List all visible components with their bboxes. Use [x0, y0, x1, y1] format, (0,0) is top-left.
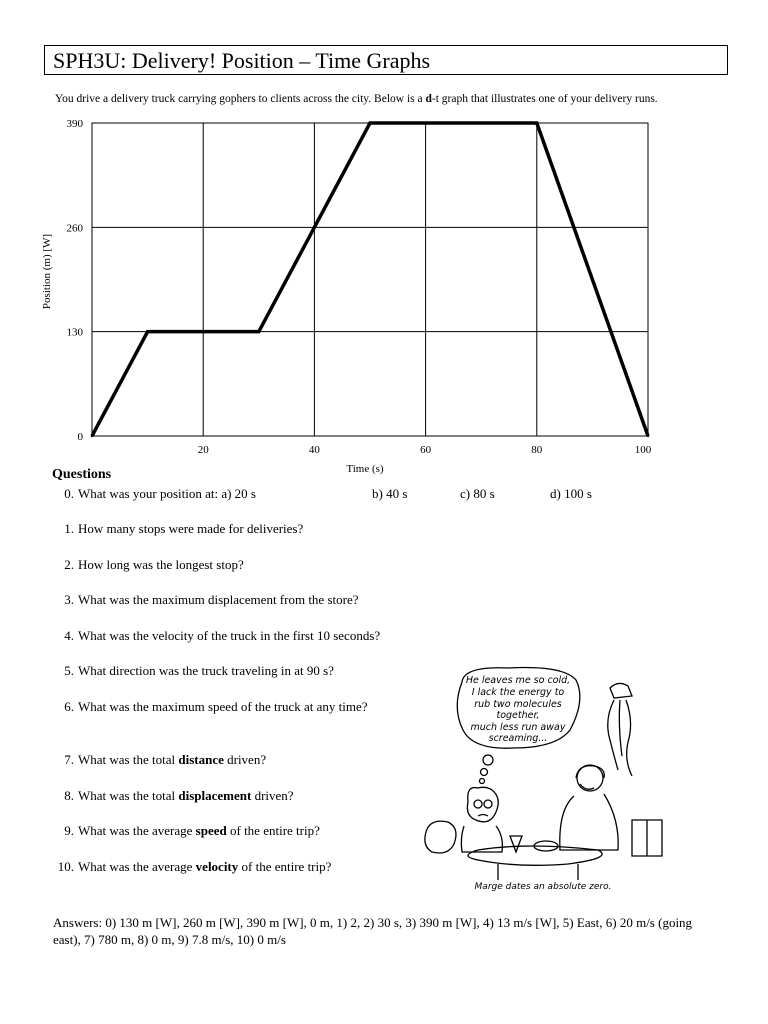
- question-number: 8.: [64, 788, 74, 803]
- y-axis-label: Position (m) [W]: [41, 233, 53, 310]
- x-tick-label: 40: [308, 444, 320, 456]
- marge-hair: [467, 787, 498, 821]
- question-number: 0.: [64, 486, 74, 501]
- cartoon-caption: Marge dates an absolute zero.: [474, 882, 612, 892]
- question-number: 10.: [57, 859, 74, 874]
- thought-dot: [480, 779, 485, 784]
- question-0: [54, 485, 694, 503]
- x-tick-label: 100: [634, 444, 652, 456]
- data-point: [91, 435, 93, 437]
- questions-heading: Questions: [52, 467, 112, 482]
- question-1: [54, 520, 694, 538]
- speech-line: screaming...: [488, 733, 548, 744]
- question-text-after: driven?: [223, 752, 267, 767]
- speech-line: I lack the energy to: [471, 687, 565, 698]
- question-text: What was the velocity of the truck in the first 10 seconds?: [78, 628, 381, 643]
- question-number: 2.: [64, 557, 74, 572]
- question-text: What direction was the truck traveling in at 90 s?: [78, 663, 334, 678]
- question-3: [54, 591, 694, 609]
- question-text: [78, 751, 266, 769]
- question-0d-text: d) 100 s: [550, 486, 592, 501]
- man-hair: [576, 766, 604, 778]
- y-tick-label: 0: [77, 431, 83, 443]
- hanging-plant: [608, 700, 618, 770]
- thought-dot: [481, 769, 488, 776]
- question-text-before: What was the average: [78, 859, 196, 874]
- x-tick-label: 20: [197, 444, 209, 456]
- question-keyword: distance: [178, 752, 224, 767]
- data-point: [146, 330, 148, 332]
- question-0a-text: What was your position at: a) 20 s: [78, 486, 256, 501]
- x-tick-label: 60: [420, 444, 432, 456]
- speech-line: much less run away: [470, 722, 566, 733]
- question-8: [54, 787, 414, 805]
- plot-frame: [92, 123, 648, 436]
- marge-eye: [484, 800, 492, 808]
- question-keyword: displacement: [178, 788, 252, 803]
- question-number: 5.: [64, 663, 74, 678]
- question-7: [54, 751, 414, 769]
- wine-glass: [510, 836, 522, 852]
- question-number: 3.: [64, 592, 74, 607]
- marge-mouth: [478, 815, 488, 817]
- question-text: What was the maximum displacement from the store?: [78, 592, 359, 607]
- question-6: [54, 698, 414, 734]
- y-tick-label: 260: [66, 222, 83, 235]
- question-2: [54, 556, 694, 574]
- speech-line: He leaves me so cold,: [465, 675, 571, 686]
- question-text: How long was the longest stop?: [78, 557, 244, 572]
- intro-bold-d: d: [425, 93, 432, 105]
- question-number: 6.: [64, 699, 74, 714]
- question-text: [78, 858, 331, 876]
- question-number: 4.: [64, 628, 74, 643]
- question-text-before: What was the total: [78, 752, 179, 767]
- hanging-plant: [619, 700, 622, 756]
- y-tick-label: 390: [66, 118, 83, 130]
- answers-text: Answers: 0) 130 m [W], 260 m [W], 390 m [W], 0 m, 1) 2, 2) 30 s, 3) 390 m [W], 4) 13 m/s [W], 5) East, 6) 20 m/s (going east), 7) 780 m, 8) 0 m, 9) 7.8 m/s, 10) 0 m/s: [53, 915, 693, 947]
- hanging-pot: [610, 683, 632, 698]
- page-title: SPH3U: Delivery! Position – Time Graphs: [53, 48, 431, 73]
- question-0b-text: b) 40 s: [372, 486, 408, 501]
- question-text: What was the maximum speed of the truck at any time?: [78, 699, 368, 714]
- question-keyword: velocity: [195, 859, 239, 874]
- question-0c-text: c) 80 s: [460, 486, 495, 501]
- data-point: [369, 122, 371, 124]
- question-9: [54, 822, 414, 840]
- question-5: [54, 662, 414, 680]
- data-point: [536, 122, 538, 124]
- question-4: [54, 627, 694, 645]
- question-text-before: What was the average: [78, 823, 196, 838]
- question-number: 1.: [64, 521, 74, 536]
- data-point: [647, 435, 649, 437]
- question-text: [78, 822, 320, 840]
- man-body: [560, 794, 618, 850]
- question-text-after: driven?: [251, 788, 294, 803]
- hanging-plant: [626, 700, 632, 776]
- y-tick-label: 130: [66, 326, 83, 339]
- chair: [425, 821, 456, 853]
- question-text-after: of the entire trip?: [238, 859, 332, 874]
- question-number: 7.: [64, 752, 74, 767]
- intro-after: -t graph that illustrates one of your delivery runs.: [431, 93, 658, 105]
- thought-dot: [483, 755, 493, 765]
- speech-line: rub two molecules: [474, 699, 562, 710]
- series-line: [92, 123, 648, 436]
- question-text: [78, 787, 294, 805]
- position-time-chart: [0, 0, 768, 480]
- question-text-after: of the entire trip?: [226, 823, 320, 838]
- cartoon-illustration: [418, 660, 668, 892]
- speech-line: together,: [496, 710, 540, 721]
- question-text-before: What was the total: [78, 788, 179, 803]
- intro-before: You drive a delivery truck carrying gophers to clients across the city. Below is a: [55, 93, 426, 105]
- question-keyword: speed: [195, 823, 227, 838]
- data-point: [258, 330, 260, 332]
- x-axis-label: Time (s): [346, 463, 384, 475]
- question-number: 9.: [64, 823, 74, 838]
- question-10: [54, 858, 414, 876]
- marge-eye: [474, 800, 482, 808]
- x-tick-label: 80: [531, 444, 543, 456]
- question-text: How many stops were made for deliveries?: [78, 521, 304, 536]
